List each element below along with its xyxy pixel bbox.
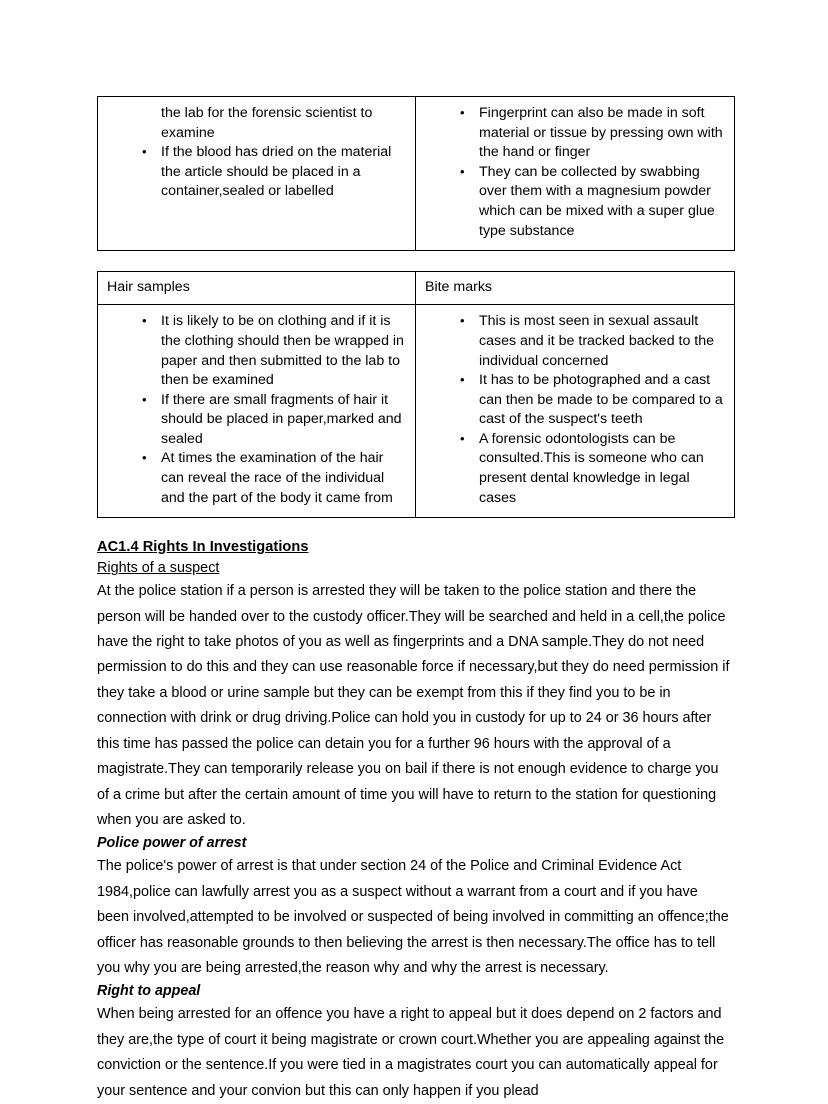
table-header-bite-marks (416, 272, 735, 305)
table-cell-bite-marks (416, 305, 735, 518)
section-right-to-appeal (97, 981, 732, 1104)
list-item: • Fingerprint can also be made in soft material or tissue by pressing own with the hand or finger (424, 104, 726, 163)
table-header-hair-samples (98, 272, 416, 305)
list-item: • A forensic odontologists can be consulted.This is someone who can present dental knowledge in legal cases (424, 430, 726, 508)
list-item: • It is likely to be on clothing and if it is the clothing should then be wrapped in paper and then submitted to the lab to then be examined (106, 312, 407, 390)
cell-body (416, 97, 734, 250)
hair-and-bite-marks-table (97, 271, 735, 518)
bullet-list (106, 312, 407, 508)
list-item: • If the blood has dried on the material the article should be placed in a container,sealed or labelled (106, 143, 407, 202)
subheading-rights-of-a-suspect: Rights of a suspect (97, 560, 220, 577)
paragraph-rights-of-a-suspect: At the police station if a person is arrested they will be taken to the police station and there the person will be handed over to the custody officer.They will be searched and held in a cell,the police have the right to take photos of you as well as fingerprints and a DNA sample.They do not need permission to do this and they can use reasonable force if necessary,but they do need permission if they take a blood or urine sample but they can be exempt from this if they find you to be in connection with drink or drug driving.Police can hold you in custody for up to 24 or 36 hours after this time has passed the police can detain you for a further 96 hours with the approval of a magistrate.They can temporarily release you on bail if there is not enough evidence to charge you of a crime but after the certain amount of time you will have to return to the station for questioning when you are asked to. (97, 583, 730, 828)
table-header-row (98, 272, 735, 305)
list-item: • They can be collected by swabbing over them with a magnesium powder which can be mixed with a super glue type substance (424, 163, 726, 241)
bullet-list (424, 104, 726, 241)
table-spacer (97, 251, 732, 271)
list-item: • If there are small fragments of hair it should be placed in paper,marked and sealed (106, 391, 407, 450)
section-rights-in-investigations (97, 537, 732, 833)
table-row (98, 305, 735, 518)
bullet-list (106, 104, 407, 202)
list-item: • It has to be photographed and a cast can then be made to be compared to a cast of the suspect's teeth (424, 371, 726, 430)
table-row (98, 97, 735, 251)
evidence-table-continued (97, 96, 735, 251)
bullet-list (424, 312, 726, 508)
list-item: the lab for the forensic scientist to examine (161, 105, 373, 141)
paragraph-police-power-of-arrest: The police's power of arrest is that under section 24 of the Police and Criminal Evidence Act 1984,police can lawfully arrest you as a suspect without a warrant from a court and if you have been involved,attempted to be involved or suspected of being involved in committing an offence;the officer has reasonable grounds to then believing the arrest is then necessary.The office has to tell you why you are being arrested,the reason why and why the arrest is necessary. (97, 858, 729, 976)
table-cell-hair-samples (98, 305, 416, 518)
section-police-power-of-arrest (97, 833, 732, 981)
column-header-label: Bite marks (425, 279, 493, 296)
cell-body (416, 305, 734, 517)
subheading-right-to-appeal: Right to appeal (97, 983, 201, 1000)
cell-body (98, 305, 415, 517)
cell-body (98, 97, 415, 211)
subheading-police-power-of-arrest: Police power of arrest (97, 835, 247, 852)
page-title: AC1.4 Rights In Investigations (97, 539, 309, 556)
list-item: • At times the examination of the hair can reveal the race of the individual and the part of the body it came from (106, 449, 407, 508)
document-content (97, 96, 732, 1104)
table-cell-fingerprints (416, 97, 735, 251)
paragraph-right-to-appeal: When being arrested for an offence you have a right to appeal but it does depend on 2 factors and they are,the type of court it being magistrate or crown court.Whether you are appealing against the conviction or the sentence.If you were tied in a magistrates court you can automatically appeal for your sentence and your convion but this can only happen if you plead (97, 1006, 725, 1099)
column-header-label: Hair samples (107, 279, 190, 296)
list-item: • This is most seen in sexual assault cases and it be tracked backed to the individual concerned (424, 312, 726, 371)
table-cell-blood-evidence (98, 97, 416, 251)
